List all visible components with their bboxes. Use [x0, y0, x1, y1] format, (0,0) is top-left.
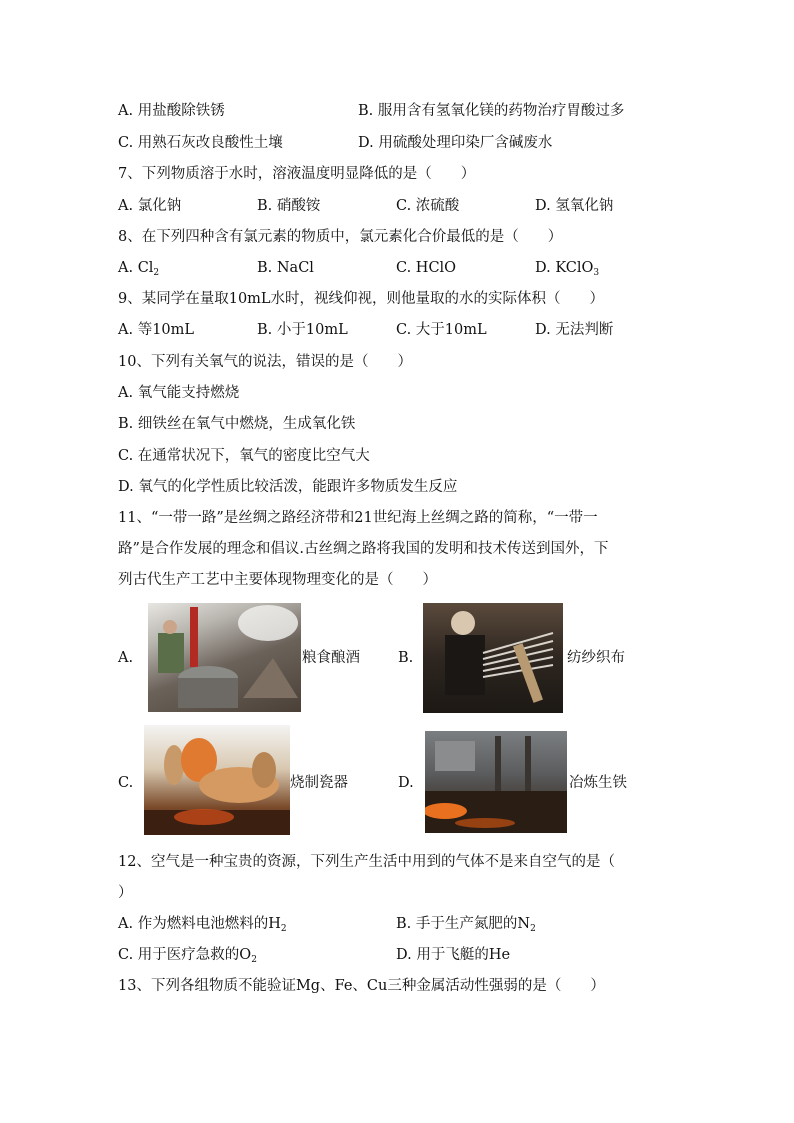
q8-option-b: B. NaCl [257, 260, 314, 276]
q10-option-d: D. 氧气的化学性质比较活泼，能跟许多物质发生反应 [118, 479, 458, 495]
grain-wine-brewing-photo [148, 603, 301, 712]
q7-stem: 7、下列物质溶于水时，溶液温度明显降低的是（ ） [118, 166, 476, 182]
q11-option-c-caption: 烧制瓷器 [290, 775, 348, 791]
spinning-weaving-photo [423, 603, 563, 713]
q6-option-d: D. 用硫酸处理印染厂含碱废水 [358, 135, 553, 151]
q11-option-b-caption: 纺纱织布 [567, 650, 625, 666]
q11-stem-line1: 11、“一带一路”是丝绸之路经济带和21世纪海上丝绸之路的简称，“一带一 [118, 510, 598, 526]
q11-option-d-caption: 冶炼生铁 [569, 775, 627, 791]
q7-option-d: D. 氢氧化钠 [535, 198, 614, 214]
q7-option-c: C. 浓硫酸 [396, 198, 460, 214]
porcelain-firing-photo [144, 725, 290, 835]
q8-stem: 8、在下列四种含有氯元素的物质中，氯元素化合价最低的是（ ） [118, 229, 563, 245]
q6-option-c: C. 用熟石灰改良酸性土壤 [118, 135, 283, 151]
q9-option-d: D. 无法判断 [535, 322, 614, 338]
q8-option-a: A. $Cl_2$ [118, 260, 160, 278]
q11-option-a-letter: A. [118, 650, 134, 666]
q12-stem-line1: 12、空气是一种宝贵的资源，下列生产生活中用到的气体不是来自空气的是（ [118, 854, 615, 870]
q8-option-d: D. KClO$_3$ [535, 260, 600, 278]
q10-option-c: C. 在通常状况下，氧气的密度比空气大 [118, 448, 370, 464]
q11-option-d-letter: D. [398, 775, 414, 791]
q11-stem-line3: 列古代生产工艺中主要体现物理变化的是（ ） [118, 572, 437, 588]
q6-option-b: B. 服用含有氢氧化镁的药物治疗胃酸过多 [358, 103, 625, 119]
q13-stem: 13、下列各组物质不能验证Mg、Fe、Cu三种金属活动性强弱的是（ ） [118, 978, 605, 994]
q10-stem: 10、下列有关氧气的说法，错误的是（ ） [118, 354, 412, 370]
q8-option-c: C. HClO [396, 260, 457, 276]
q12-option-d: D. 用于飞艇的He [396, 947, 511, 963]
q12-option-b: B. 手于生产氮肥的$N_2$ [396, 916, 536, 934]
q11-option-a-caption: 粮食酿酒 [302, 650, 360, 666]
q11-option-b-letter: B. [398, 650, 414, 666]
q10-option-a: A. 氧气能支持燃烧 [118, 385, 240, 401]
q6-option-a: A. 用盐酸除铁锈 [118, 103, 225, 119]
q9-option-c: C. 大于10mL [396, 322, 487, 338]
q7-option-a: A. 氯化钠 [118, 198, 182, 214]
q9-stem: 9、某同学在量取10mL水时，视线仰视，则他量取的水的实际体积（ ） [118, 291, 605, 307]
q10-option-b: B. 细铁丝在氧气中燃烧，生成氧化铁 [118, 416, 356, 432]
q12-stem-line2: ） [118, 885, 133, 901]
q12-option-c: C. 用于医疗急救的$O_2$ [118, 947, 257, 965]
q11-option-c-letter: C. [118, 775, 134, 791]
q7-option-b: B. 硝酸铵 [257, 198, 321, 214]
q9-option-b: B. 小于10mL [257, 322, 348, 338]
q9-option-a: A. 等10mL [118, 322, 195, 338]
iron-smelting-photo [425, 731, 567, 833]
q12-option-a: A. 作为燃料电池燃料的$H_2$ [118, 916, 287, 934]
q11-stem-line2: 路”是合作发展的理念和倡议.古丝绸之路将我国的发明和技术传送到国外，下 [118, 541, 609, 557]
